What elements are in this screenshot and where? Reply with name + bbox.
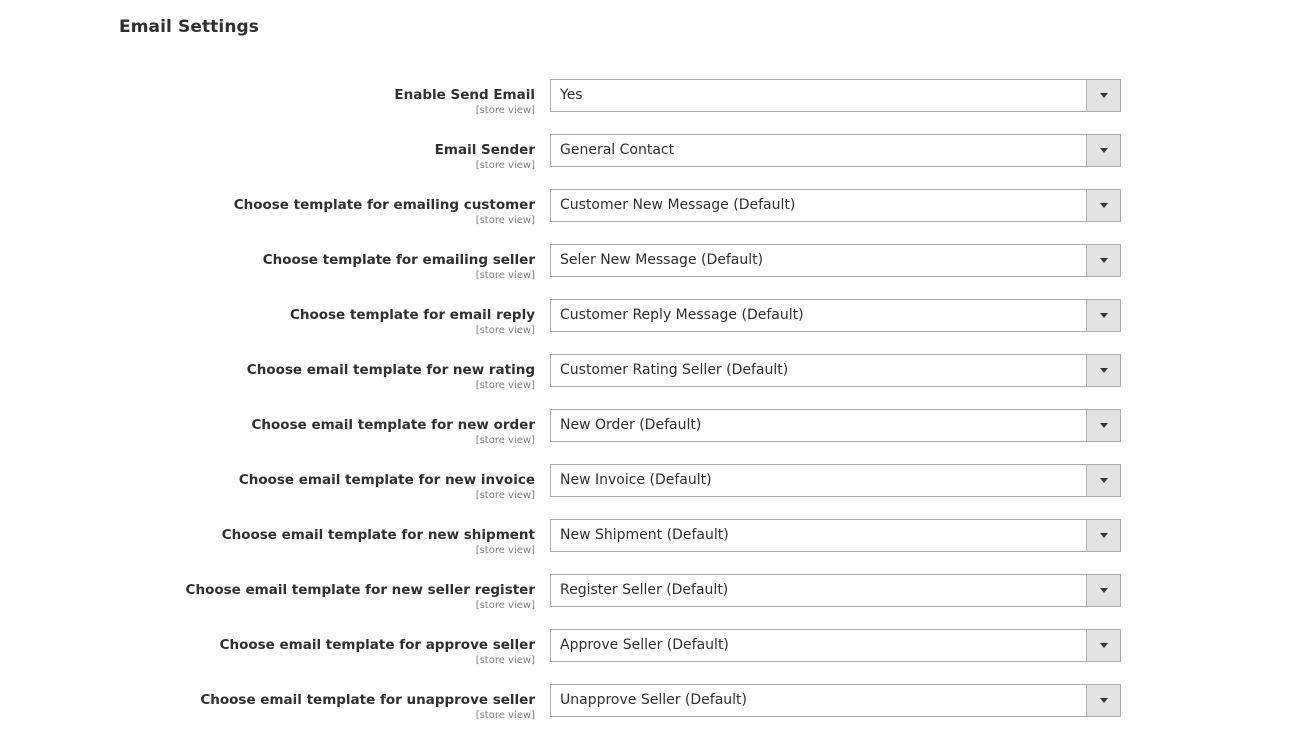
select-value: New Invoice (Default) — [560, 472, 712, 488]
chevron-down-icon — [1100, 258, 1108, 263]
scope-label: [store view] — [475, 215, 535, 226]
template-new-rating-select[interactable] — [550, 354, 1121, 387]
field-label-group — [263, 252, 535, 282]
dropdown-toggle[interactable] — [1086, 300, 1120, 331]
scope-label: [store view] — [475, 600, 535, 611]
scope-label: [store view] — [475, 105, 535, 116]
section-title: Email Settings — [119, 17, 260, 37]
field-label-group — [290, 307, 535, 337]
chevron-down-icon — [1100, 93, 1108, 98]
select-value: Yes — [560, 87, 583, 103]
field-label: Choose email template for new order — [251, 417, 535, 433]
field-label: Choose template for email reply — [289, 307, 535, 323]
dropdown-toggle[interactable] — [1086, 135, 1120, 166]
scope-label: [store view] — [475, 710, 535, 721]
scope-label: [store view] — [475, 545, 535, 556]
scope-label: [store view] — [475, 655, 535, 666]
email-settings-form — [0, 79, 1293, 739]
chevron-down-icon — [1100, 698, 1108, 703]
template-new-shipment-select[interactable] — [550, 519, 1121, 552]
chevron-down-icon — [1100, 313, 1108, 318]
select-value: Seler New Message (Default) — [560, 252, 764, 268]
field-row-enable-send-email — [0, 79, 1293, 134]
field-label-group — [234, 197, 535, 227]
template-emailing-customer-select[interactable] — [550, 189, 1121, 222]
select-value: New Shipment (Default) — [560, 527, 729, 543]
select-value: Unapprove Seller (Default) — [560, 692, 748, 708]
dropdown-toggle[interactable] — [1086, 685, 1120, 716]
field-label-group — [252, 417, 536, 447]
select-value: Customer Reply Message (Default) — [560, 307, 804, 323]
select-value: General Contact — [560, 142, 675, 158]
select-value: New Order (Default) — [560, 417, 702, 433]
chevron-down-icon — [1100, 148, 1108, 153]
template-unapprove-seller-select[interactable] — [550, 684, 1121, 717]
select-value: Register Seller (Default) — [560, 582, 729, 598]
chevron-down-icon — [1100, 368, 1108, 373]
field-label-group — [220, 637, 535, 667]
field-row-template-new-invoice — [0, 464, 1293, 519]
field-label-group — [394, 87, 535, 117]
dropdown-toggle[interactable] — [1086, 410, 1120, 441]
field-label: Choose email template for approve seller — [219, 637, 535, 653]
chevron-down-icon — [1100, 203, 1108, 208]
select-value: Customer New Message (Default) — [560, 197, 796, 213]
field-row-template-email-reply — [0, 299, 1293, 354]
enable-send-email-select[interactable] — [550, 79, 1121, 112]
chevron-down-icon — [1100, 588, 1108, 593]
field-label-group — [239, 472, 535, 502]
field-label: Choose email template for unapprove seller — [200, 692, 535, 708]
scope-label: [store view] — [475, 270, 535, 281]
field-label: Choose template for emailing customer — [233, 197, 535, 213]
field-row-template-new-shipment — [0, 519, 1293, 574]
scope-label: [store view] — [475, 160, 535, 171]
chevron-down-icon — [1100, 533, 1108, 538]
field-label-group — [222, 527, 535, 557]
field-row-template-new-order — [0, 409, 1293, 464]
scope-label: [store view] — [475, 490, 535, 501]
field-row-template-new-rating — [0, 354, 1293, 409]
scope-label: [store view] — [475, 435, 535, 446]
dropdown-toggle[interactable] — [1086, 245, 1120, 276]
template-emailing-seller-select[interactable] — [550, 244, 1121, 277]
field-row-email-sender — [0, 134, 1293, 189]
field-row-template-unapprove-seller — [0, 684, 1293, 739]
field-label-group — [435, 142, 535, 172]
field-label: Enable Send Email — [394, 87, 535, 103]
field-label: Choose email template for new rating — [246, 362, 535, 378]
field-row-template-new-seller-register — [0, 574, 1293, 629]
field-label: Choose email template for new invoice — [238, 472, 535, 488]
dropdown-toggle[interactable] — [1086, 355, 1120, 386]
dropdown-toggle[interactable] — [1086, 190, 1120, 221]
field-label-group — [247, 362, 535, 392]
chevron-down-icon — [1100, 478, 1108, 483]
field-row-template-emailing-seller — [0, 244, 1293, 299]
dropdown-toggle[interactable] — [1086, 520, 1120, 551]
dropdown-toggle[interactable] — [1086, 575, 1120, 606]
select-value: Approve Seller (Default) — [560, 637, 729, 653]
dropdown-toggle[interactable] — [1086, 630, 1120, 661]
field-row-template-approve-seller — [0, 629, 1293, 684]
field-row-template-emailing-customer — [0, 189, 1293, 244]
field-label: Choose email template for new seller register — [185, 582, 535, 598]
template-new-invoice-select[interactable] — [550, 464, 1121, 497]
template-new-order-select[interactable] — [550, 409, 1121, 442]
chevron-down-icon — [1100, 643, 1108, 648]
template-approve-seller-select[interactable] — [550, 629, 1121, 662]
field-label-group — [186, 582, 535, 612]
field-label-group — [200, 692, 535, 722]
scope-label: [store view] — [475, 325, 535, 336]
dropdown-toggle[interactable] — [1086, 80, 1120, 111]
template-email-reply-select[interactable] — [550, 299, 1121, 332]
template-new-seller-register-select[interactable] — [550, 574, 1121, 607]
field-label: Choose template for emailing seller — [262, 252, 535, 268]
field-label: Choose email template for new shipment — [221, 527, 535, 543]
select-value: Customer Rating Seller (Default) — [560, 362, 789, 378]
email-sender-select[interactable] — [550, 134, 1121, 167]
field-label: Email Sender — [434, 142, 535, 158]
scope-label: [store view] — [475, 380, 535, 391]
dropdown-toggle[interactable] — [1086, 465, 1120, 496]
chevron-down-icon — [1100, 423, 1108, 428]
